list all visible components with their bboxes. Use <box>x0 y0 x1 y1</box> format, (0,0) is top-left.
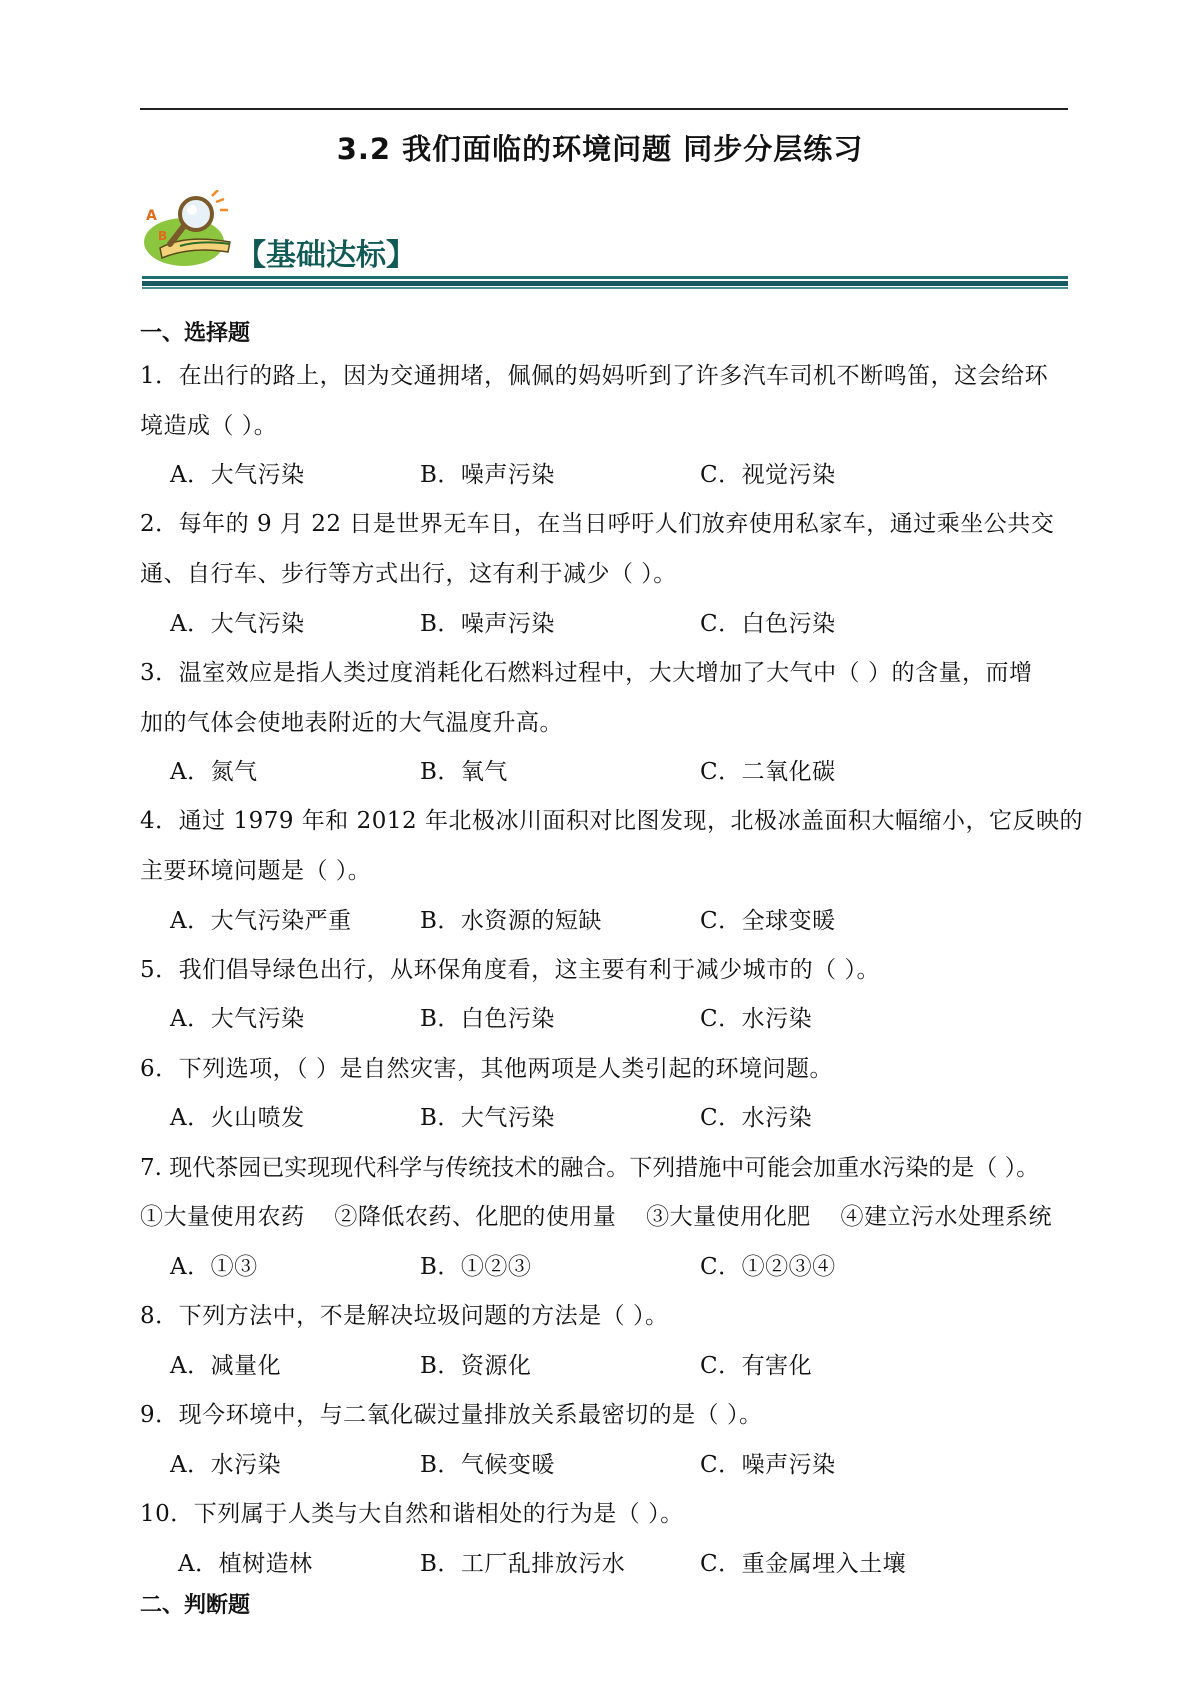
measure-item: ②降低农药、化肥的使用量 <box>334 1204 617 1230</box>
question-7-items <box>140 1198 1074 1231</box>
question-4-options <box>170 902 1070 936</box>
measure-item: ①大量使用农药 <box>140 1204 305 1230</box>
question-4-line-1: 4．通过 1979 年和 2012 年北极冰川面积对比图发现，北极冰盖面积大幅缩小，它反映的 <box>140 808 1083 834</box>
option-c: C．视觉污染 <box>700 462 836 488</box>
option-a: A．氮气 <box>170 759 258 785</box>
option-a: A．植树造林 <box>178 1551 313 1577</box>
option-c: C．噪声污染 <box>700 1452 836 1478</box>
question-9-line-1: 9．现今环境中，与二氧化碳过量排放关系最密切的是（ ）。 <box>140 1402 763 1428</box>
question-8-line-1: 8．下列方法中，不是解决垃圾问题的方法是（ ）。 <box>140 1303 669 1329</box>
question-2-options <box>170 605 1070 639</box>
option-b: B．大气污染 <box>420 1105 555 1131</box>
question-7-options <box>170 1248 1070 1282</box>
question-1-line-1: 1．在出行的路上，因为交通拥堵，佩佩的妈妈听到了许多汽车司机不断鸣笛，这会给环 <box>140 363 1049 389</box>
page-title: 3.2 我们面临的环境问题 同步分层练习 <box>336 132 864 166</box>
option-b: B．噪声污染 <box>420 611 555 637</box>
option-a: A．大气污染 <box>170 611 305 637</box>
option-a: A．火山喷发 <box>170 1105 305 1131</box>
header-rule <box>140 108 1068 110</box>
option-b: B．气候变暖 <box>420 1452 555 1478</box>
question-6-line-1: 6．下列选项，（ ）是自然灾害，其他两项是人类引起的环境问题。 <box>140 1056 833 1082</box>
question-4-line-2: 主要环境问题是（ ）。 <box>140 858 372 884</box>
option-a: A．大气污染严重 <box>170 908 352 934</box>
option-c: C．重金属埋入土壤 <box>700 1551 907 1577</box>
question-5-options <box>170 1000 1070 1034</box>
question-3-line-1: 3．温室效应是指人类过度消耗化石燃料过程中，大大增加了大气中（ ）的含量，而增 <box>140 660 1033 686</box>
option-a: A．减量化 <box>170 1353 282 1379</box>
question-3-line-2: 加的气体会使地表附近的大气温度升高。 <box>140 710 563 736</box>
question-1-options <box>170 456 1070 490</box>
option-b: B．氧气 <box>420 759 508 785</box>
option-c: C．白色污染 <box>700 611 836 637</box>
option-a: A．①③ <box>170 1254 258 1280</box>
option-a: A．水污染 <box>170 1452 282 1478</box>
question-5-line-1: 5．我们倡导绿色出行，从环保角度看，这主要有利于减少城市的（ ）。 <box>140 957 880 983</box>
option-c: C．全球变暖 <box>700 908 836 934</box>
question-2-line-2: 通、自行车、步行等方式出行，这有利于减少（ ）。 <box>140 561 677 587</box>
option-b: B．资源化 <box>420 1353 532 1379</box>
option-b: B．工厂乱排放污水 <box>420 1551 626 1577</box>
option-c: C．水污染 <box>700 1006 813 1032</box>
option-b: B．白色污染 <box>420 1006 555 1032</box>
question-3-options <box>170 753 1070 787</box>
question-10-line-1: 10．下列属于人类与大自然和谐相处的行为是（ ）。 <box>140 1501 684 1527</box>
section-heading-true-false: 二、判断题 <box>140 1593 251 1618</box>
banner-label: 【基础达标】 <box>236 238 416 273</box>
question-2-line-1: 2．每年的 9 月 22 日是世界无车日，在当日呼吁人们放弃使用私家车，通过乘坐公共交 <box>140 511 1055 537</box>
option-c: C．水污染 <box>700 1105 813 1131</box>
section-heading-choice: 一、选择题 <box>140 321 251 346</box>
measure-item: ④建立污水处理系统 <box>840 1204 1052 1230</box>
question-6-options <box>170 1099 1070 1133</box>
option-a: A．大气污染 <box>170 1006 305 1032</box>
question-10-options <box>178 1545 1078 1579</box>
question-1-line-2: 境造成（ ）。 <box>140 413 278 439</box>
option-c: C．二氧化碳 <box>700 759 836 785</box>
question-8-options <box>170 1347 1070 1381</box>
logo-letter-a: A <box>146 208 157 224</box>
question-9-options <box>170 1446 1070 1480</box>
section-banner <box>140 190 1070 300</box>
magnifier-book-icon <box>140 190 240 272</box>
option-b: B．噪声污染 <box>420 462 555 488</box>
option-c: C．①②③④ <box>700 1254 836 1280</box>
option-b: B．水资源的短缺 <box>420 908 602 934</box>
measure-item: ③大量使用化肥 <box>646 1204 811 1230</box>
option-c: C．有害化 <box>700 1353 813 1379</box>
option-b: B．①②③ <box>420 1254 532 1280</box>
logo-letter-b: B <box>158 229 168 243</box>
question-7-line-1: 7. 现代茶园已实现现代科学与传统技术的融合。下列措施中可能会加重水污染的是（ ）。 <box>140 1155 1040 1181</box>
banner-divider <box>140 276 1070 290</box>
option-a: A．大气污染 <box>170 462 305 488</box>
